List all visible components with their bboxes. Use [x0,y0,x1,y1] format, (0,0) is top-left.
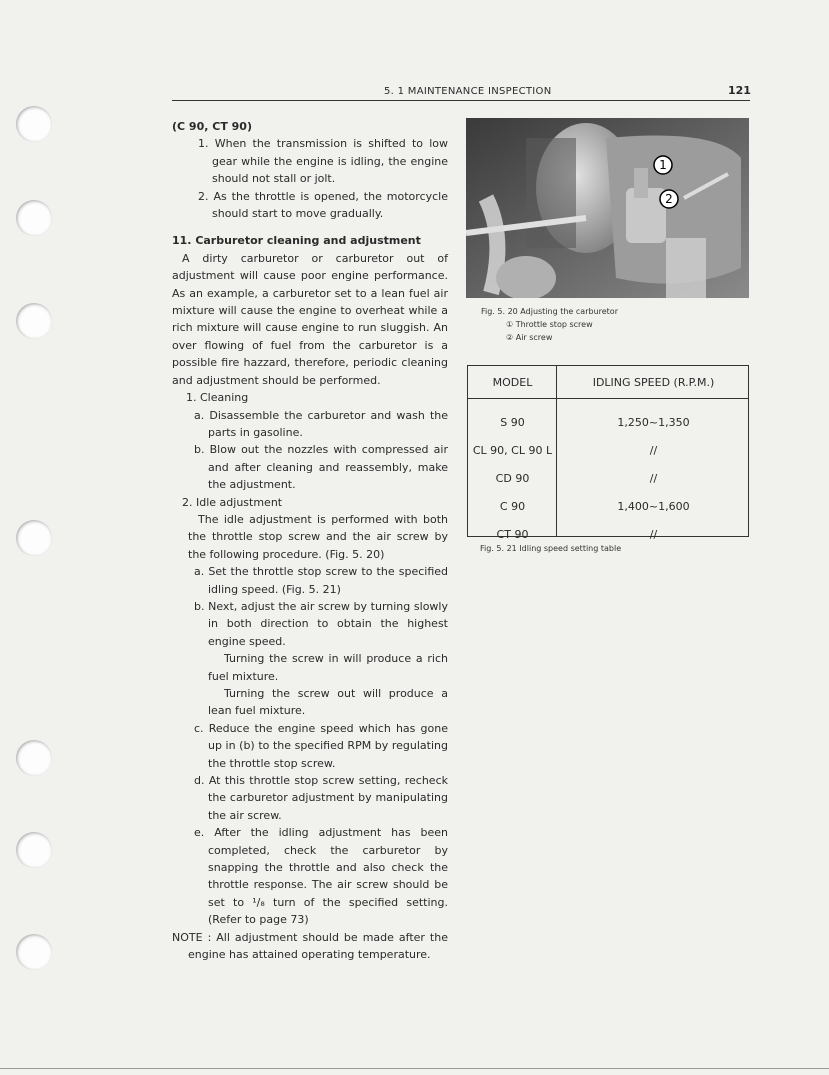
table-row [467,436,749,464]
intro-paragraph: A dirty carburetor or carburetor out of adjustment will cause poor engine performance. As an example, a carburetor set to a lean fuel air mixture will cause the engine to overheat while a rich mixture will cause engine to run sluggish. An over flowing of fuel from the carburetor is a possible fire hazzard, therefore, periodic cleaning and adjustment should be performed. [172,251,448,387]
header-idling-speed: IDLING SPEED (R.P.M.) [558,366,749,399]
cell-model: S 90 [500,415,525,429]
table-row [467,399,749,437]
list-item: e. After the idling adjustment has been completed, check the carburetor by snapping the throttle and also check the throttle response. The air screw should be set to ¹/₈ turn of the specified setting. (Refer to page 73) [194,826,448,927]
section-title: 11. Carburetor cleaning and adjustment [172,234,421,248]
cell-speed: // [649,527,658,541]
punch-hole [16,832,52,868]
cell-speed: // [649,471,658,485]
idling-speed-table [467,366,749,548]
running-head: 5. 1 MAINTENANCE INSPECTION [384,86,552,97]
cell-model: C 90 [499,499,526,513]
punch-hole [16,934,52,970]
left-column [172,118,448,964]
carburetor-photo [466,118,749,298]
cell-model: CD 90 [495,471,530,485]
page-edge-line [0,1068,829,1069]
list-item: 2. Idle adjustment [182,495,283,509]
list-item: a. Disassemble the carburetor and wash the parts in gasoline. [194,408,448,439]
cell-speed: // [649,443,658,457]
list-item: d. At this throttle stop screw setting, recheck the carburetor adjustment by manipulating the air screw. [194,774,448,822]
table-header-row [467,366,749,399]
note: NOTE : All adjustment should be made after the engine has attained operating temperature. [172,930,448,962]
cell-model: CT 90 [496,527,529,541]
header-model: MODEL [467,366,558,399]
table-row [467,492,749,520]
punch-hole [16,200,52,236]
punch-hole [16,106,52,142]
list-item: 2. As the throttle is opened, the motorcycle should start to move gradually. [198,189,448,221]
punch-hole [16,303,52,339]
table-row [467,464,749,492]
page-number: 121 [728,84,751,97]
cell-speed: 1,250~1,350 [617,415,690,429]
paragraph: Turning the screw out will produce a lean fuel mixture. [208,687,448,718]
subhead: (C 90, CT 90) [172,120,252,133]
punch-hole [16,740,52,776]
cell-speed: 1,400~1,600 [617,499,690,513]
list-item: b. Next, adjust the air screw by turning slowly in both direction to obtain the highest engine speed. [194,599,448,648]
figure-caption-item: ① Throttle stop screw [506,320,593,329]
figure-caption-item: ② Air screw [506,333,553,342]
figure-caption: Fig. 5. 20 Adjusting the carburetor [481,307,618,316]
list-item: 1. When the transmission is shifted to low gear while the engine is idling, the engine should not stall or jolt. [198,137,448,186]
marker-1: 1 [659,158,667,172]
punch-hole [16,520,52,556]
paragraph: Turning the screw in will produce a rich fuel mixture. [208,652,448,683]
marker-2: 2 [665,192,673,206]
list-item: 1. Cleaning [186,391,249,405]
header-rule [172,100,750,101]
list-item: b. Blow out the nozzles with compressed air and after cleaning and reassembly, make the adjustment. [194,443,448,492]
paragraph: The idle adjustment is performed with both the throttle stop screw and the air screw by the following procedure. (Fig. 5. 20) [188,512,448,561]
list-item: c. Reduce the engine speed which has gone up in (b) to the specified RPM by regulating the throttle stop screw. [194,721,448,770]
cell-model: CL 90, CL 90 L [472,443,553,457]
list-item: a. Set the throttle stop screw to the specified idling speed. (Fig. 5. 21) [194,565,448,596]
table-caption: Fig. 5. 21 Idling speed setting table [480,544,622,553]
